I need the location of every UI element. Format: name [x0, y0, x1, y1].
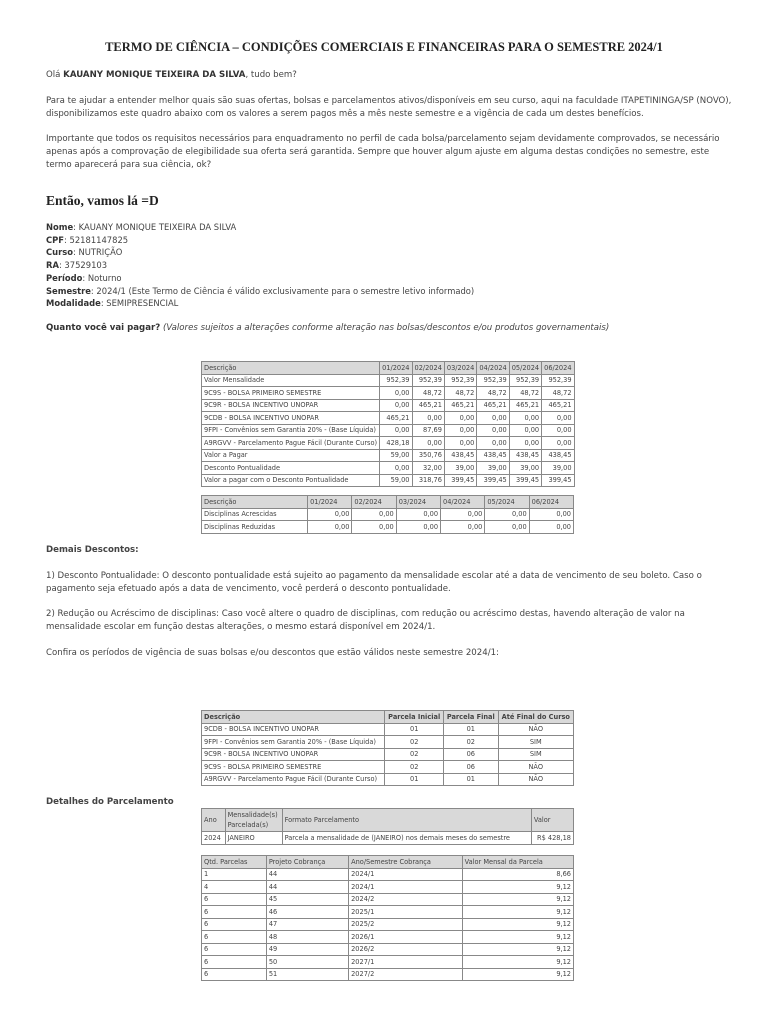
table-cell: NÃO [498, 761, 573, 774]
table-cell: 399,45 [509, 474, 541, 487]
info-semestre: Semestre: 2024/1 (Este Termo de Ciência é válido exclusivamente para o semestre letivo informado) [46, 285, 475, 296]
column-header: 03/2024 [396, 496, 440, 509]
column-header: 02/2024 [352, 496, 396, 509]
table-cell: 2026/1 [349, 931, 463, 944]
table-cell: A9RGVV - Parcelamento Pague Fácil (Durante Curso) [202, 437, 380, 450]
table-cell: 0,00 [509, 437, 541, 450]
table-cell: 9C9R - BOLSA INCENTIVO UNOPAR [202, 748, 385, 761]
column-header: Descrição [202, 711, 385, 724]
table-row [202, 424, 575, 437]
column-header: Projeto Cobrança [266, 856, 348, 869]
table-cell: 465,21 [380, 412, 412, 425]
table-cell: 399,45 [444, 474, 476, 487]
confira-text: Confira os períodos de vigência de suas bolsas e/ou descontos que estão válidos neste semestre 2024/1: [46, 648, 499, 658]
table-cell: 06 [444, 748, 498, 761]
table-cell: 0,00 [412, 412, 444, 425]
table-cell: 50 [266, 956, 348, 969]
table-cell: 01 [444, 773, 498, 786]
table-cell: 48,72 [542, 387, 574, 400]
table-cell: 6 [202, 893, 267, 906]
table-cell: 06 [444, 761, 498, 774]
table-cell: Valor Mensalidade [202, 374, 380, 387]
table-cell: 39,00 [509, 462, 541, 475]
column-header: 03/2024 [444, 362, 476, 375]
table-cell: 6 [202, 968, 267, 981]
column-header: Ano/Semestre Cobrança [349, 856, 463, 869]
column-header: Parcela Inicial [385, 711, 444, 724]
table-row [202, 918, 574, 931]
monthly-values-table [201, 361, 575, 487]
table-cell: 59,00 [380, 449, 412, 462]
table-cell: 318,76 [412, 474, 444, 487]
table-row [202, 437, 575, 450]
reducao-disciplinas-text: 2) Redução ou Acréscimo de disciplinas: Caso você altere o quadro de disciplinas, com redução ou acréscimo destas, havendo alteração de valor na mensalidade escolar em função destas alterações, o mesmo estará disponível em 2024/1. [46, 609, 685, 632]
table-cell: 952,39 [412, 374, 444, 387]
table-cell: 2027/1 [349, 956, 463, 969]
table-cell: 952,39 [477, 374, 509, 387]
table-row [202, 881, 574, 894]
table-cell: 9,12 [462, 956, 573, 969]
table-cell: 02 [385, 736, 444, 749]
table-cell: 4 [202, 881, 267, 894]
document-title: TERMO DE CIÊNCIA – CONDIÇÕES COMERCIAIS E FINANCEIRAS PARA O SEMESTRE 2024/1 [105, 40, 663, 54]
table-cell: 48,72 [412, 387, 444, 400]
table-cell: NÃO [498, 723, 573, 736]
table-cell: 0,00 [441, 521, 485, 534]
table-cell: 39,00 [444, 462, 476, 475]
table-cell: 9FPI - Convênios sem Garantia 20% - (Base Líquida) [202, 424, 380, 437]
table-cell: 0,00 [485, 508, 529, 521]
table-cell: 0,00 [444, 412, 476, 425]
table-cell: 0,00 [352, 521, 396, 534]
parcelas-table [201, 855, 574, 981]
table-cell: 51 [266, 968, 348, 981]
table-cell: 9,12 [462, 943, 573, 956]
table-cell: 0,00 [477, 437, 509, 450]
table-cell: 9C9S - BOLSA PRIMEIRO SEMESTRE [202, 387, 380, 400]
table-row [202, 943, 574, 956]
table-cell: 0,00 [509, 424, 541, 437]
table-cell: 350,76 [412, 449, 444, 462]
table-cell: 438,45 [444, 449, 476, 462]
table-row [202, 868, 574, 881]
table-cell: Desconto Pontualidade [202, 462, 380, 475]
table-row [202, 832, 574, 845]
table-cell: 9CDB - BOLSA INCENTIVO UNOPAR [202, 723, 385, 736]
important-paragraph: Importante que todos os requisitos necessários para enquadramento no perfil de cada bolsa/parcelamento sejam devidamente comprovados, se necessário apenas após a comprovação de elegibilidade sua oferta será garantida. Sempre que houver algum ajuste em alguma destas condições no semestre, este termo aparecerá para sua ciência, ok? [46, 134, 720, 170]
table-cell: 01 [385, 773, 444, 786]
table-cell: 465,21 [542, 399, 574, 412]
column-header: 06/2024 [529, 496, 573, 509]
greeting-suffix: , tudo bem? [245, 70, 297, 80]
table-cell: 6 [202, 918, 267, 931]
table-cell: JANEIRO [225, 832, 282, 845]
student-info [46, 221, 474, 310]
table-cell: 0,00 [412, 437, 444, 450]
info-periodo: Período: Noturno [46, 272, 122, 283]
table-header-row [202, 362, 575, 375]
table-cell: SIM [498, 736, 573, 749]
desconto-pontualidade-text: 1) Desconto Pontualidade: O desconto pontualidade está sujeito ao pagamento da mensalidade escolar até a data de vencimento de seu boleto. Caso o pagamento seja efetuado após a data de vencimento, você perderá o desconto pontualidade. [46, 571, 702, 594]
table-cell: 2025/2 [349, 918, 463, 931]
table-cell: 0,00 [529, 508, 573, 521]
table-cell: 48 [266, 931, 348, 944]
table-row [202, 508, 574, 521]
table-row [202, 462, 575, 475]
table-cell: 44 [266, 868, 348, 881]
table-cell: 9,12 [462, 906, 573, 919]
table-header-row [202, 496, 574, 509]
parcelamento-table [201, 808, 574, 845]
section-heading: Então, vamos lá =D [46, 193, 159, 208]
table-cell: 9,12 [462, 918, 573, 931]
table-row [202, 387, 575, 400]
table-cell: 48,72 [509, 387, 541, 400]
table-cell: 39,00 [542, 462, 574, 475]
table-cell: 465,21 [477, 399, 509, 412]
table-row [202, 931, 574, 944]
table-cell: 48,72 [444, 387, 476, 400]
table-row [202, 956, 574, 969]
table-cell: 45 [266, 893, 348, 906]
table-row [202, 748, 574, 761]
demais-heading: Demais Descontos: [46, 545, 139, 555]
table-cell: 46 [266, 906, 348, 919]
column-header: Valor [531, 809, 573, 832]
disciplines-table [201, 495, 574, 534]
info-ra: RA: 37529103 [46, 260, 108, 271]
table-cell: Disciplinas Acrescidas [202, 508, 308, 521]
table-cell: 6 [202, 956, 267, 969]
table-cell: 47 [266, 918, 348, 931]
table-cell: 02 [444, 736, 498, 749]
table-cell: 952,39 [444, 374, 476, 387]
student-name: KAUANY MONIQUE TEIXEIRA DA SILVA [63, 70, 246, 80]
info-cpf: CPF: 52181147825 [46, 234, 129, 245]
table-cell: 438,45 [542, 449, 574, 462]
column-header: 05/2024 [485, 496, 529, 509]
table-row [202, 736, 574, 749]
table-cell: 0,00 [485, 521, 529, 534]
table-cell: 44 [266, 881, 348, 894]
table-row [202, 968, 574, 981]
table-cell: 0,00 [477, 424, 509, 437]
table-cell: 6 [202, 906, 267, 919]
quanto-line: Quanto você vai pagar? (Valores sujeitos a alterações conforme alteração nas bolsas/descontos e/ou produtos governamentais) [46, 323, 610, 333]
column-header: 06/2024 [542, 362, 574, 375]
column-header: 01/2024 [308, 496, 352, 509]
table-cell: 9CDB - BOLSA INCENTIVO UNOPAR [202, 412, 380, 425]
table-row [202, 474, 575, 487]
table-row [202, 374, 575, 387]
table-cell: 2026/2 [349, 943, 463, 956]
table-row [202, 412, 575, 425]
table-cell: 9,12 [462, 931, 573, 944]
table-row [202, 521, 574, 534]
column-header: 04/2024 [477, 362, 509, 375]
vigencia-table [201, 710, 574, 786]
table-cell: 0,00 [477, 412, 509, 425]
table-cell: 0,00 [396, 508, 440, 521]
table-cell: 465,21 [509, 399, 541, 412]
column-header: Até Final do Curso [498, 711, 573, 724]
table-cell: 0,00 [444, 424, 476, 437]
column-header: Parcela Final [444, 711, 498, 724]
info-curso: Curso: NUTRIÇÃO [46, 247, 123, 258]
table-cell: 01 [385, 723, 444, 736]
table-cell: 9,12 [462, 893, 573, 906]
column-header: Descrição [202, 496, 308, 509]
table-cell: NÃO [498, 773, 573, 786]
table-cell: 952,39 [509, 374, 541, 387]
table-cell: 49 [266, 943, 348, 956]
table-cell: R$ 428,18 [531, 832, 573, 845]
table-cell: 39,00 [477, 462, 509, 475]
table-cell: 438,45 [509, 449, 541, 462]
table-row [202, 449, 575, 462]
table-cell: 399,45 [477, 474, 509, 487]
table-cell: A9RGVV - Parcelamento Pague Fácil (Durante Curso) [202, 773, 385, 786]
table-cell: 428,18 [380, 437, 412, 450]
column-header: 04/2024 [441, 496, 485, 509]
column-header: Qtd. Parcelas [202, 856, 267, 869]
table-cell: 02 [385, 761, 444, 774]
table-cell: 2024/1 [349, 868, 463, 881]
table-row [202, 723, 574, 736]
table-cell: 0,00 [542, 412, 574, 425]
table-cell: 399,45 [542, 474, 574, 487]
table-cell: 465,21 [412, 399, 444, 412]
intro-paragraph: Para te ajudar a entender melhor quais são suas ofertas, bolsas e parcelamentos ativos/disponíveis em seu curso, aqui na faculdade ITAPETININGA/SP (NOVO), disponibilizamos este quadro abaixo com os valores a serem pagos mês a mês neste semestre e a vigência de cada um destes benefícios. [46, 96, 732, 119]
table-cell: Disciplinas Reduzidas [202, 521, 308, 534]
table-cell: 48,72 [477, 387, 509, 400]
table-cell: 0,00 [380, 462, 412, 475]
column-header: 05/2024 [509, 362, 541, 375]
table-cell: 0,00 [380, 424, 412, 437]
table-cell: 0,00 [542, 424, 574, 437]
table-cell: 465,21 [444, 399, 476, 412]
detalhes-heading: Detalhes do Parcelamento [46, 797, 174, 807]
table-cell: 952,39 [380, 374, 412, 387]
table-cell: 952,39 [542, 374, 574, 387]
table-cell: 1 [202, 868, 267, 881]
table-cell: 9C9S - BOLSA PRIMEIRO SEMESTRE [202, 761, 385, 774]
table-cell: 0,00 [308, 521, 352, 534]
table-row [202, 761, 574, 774]
table-cell: 2024 [202, 832, 226, 845]
table-cell: 0,00 [380, 387, 412, 400]
table-cell: Valor a pagar com o Desconto Pontualidade [202, 474, 380, 487]
table-cell: 0,00 [509, 412, 541, 425]
table-row [202, 893, 574, 906]
table-cell: 0,00 [444, 437, 476, 450]
column-header: Mensalidade(s) Parcelada(s) [225, 809, 282, 832]
table-cell: 6 [202, 931, 267, 944]
column-header: Descrição [202, 362, 380, 375]
table-cell: 9FPI - Convênios sem Garantia 20% - (Base Líquida) [202, 736, 385, 749]
table-row [202, 399, 575, 412]
table-cell: 0,00 [396, 521, 440, 534]
table-cell: Valor a Pagar [202, 449, 380, 462]
column-header: 01/2024 [380, 362, 412, 375]
table-cell: 0,00 [441, 508, 485, 521]
table-cell: 2025/1 [349, 906, 463, 919]
info-modalidade: Modalidade: SEMIPRESENCIAL [46, 298, 179, 309]
table-cell: 9,12 [462, 968, 573, 981]
table-cell: 0,00 [352, 508, 396, 521]
table-cell: 0,00 [380, 399, 412, 412]
table-cell: 9,12 [462, 881, 573, 894]
table-cell: 59,00 [380, 474, 412, 487]
table-header-row [202, 711, 574, 724]
table-cell: 9C9R - BOLSA INCENTIVO UNOPAR [202, 399, 380, 412]
table-cell: Parcela a mensalidade de (JANEIRO) nos demais meses do semestre [282, 832, 531, 845]
info-nome: Nome: KAUANY MONIQUE TEIXEIRA DA SILVA [46, 222, 237, 232]
greeting [46, 69, 736, 82]
table-header-row [202, 809, 574, 832]
table-cell: 0,00 [308, 508, 352, 521]
column-header: Valor Mensal da Parcela [462, 856, 573, 869]
table-cell: 0,00 [529, 521, 573, 534]
table-cell: 01 [444, 723, 498, 736]
table-cell: SIM [498, 748, 573, 761]
table-header-row [202, 856, 574, 869]
greeting-prefix: Olá [46, 70, 64, 80]
table-cell: 6 [202, 943, 267, 956]
table-cell: 2027/2 [349, 968, 463, 981]
table-cell: 2024/2 [349, 893, 463, 906]
table-row [202, 773, 574, 786]
table-row [202, 906, 574, 919]
table-cell: 8,66 [462, 868, 573, 881]
column-header: Formato Parcelamento [282, 809, 531, 832]
column-header: Ano [202, 809, 226, 832]
table-cell: 2024/1 [349, 881, 463, 894]
table-cell: 02 [385, 748, 444, 761]
table-cell: 438,45 [477, 449, 509, 462]
column-header: 02/2024 [412, 362, 444, 375]
table-cell: 87,69 [412, 424, 444, 437]
table-cell: 32,00 [412, 462, 444, 475]
table-cell: 0,00 [542, 437, 574, 450]
